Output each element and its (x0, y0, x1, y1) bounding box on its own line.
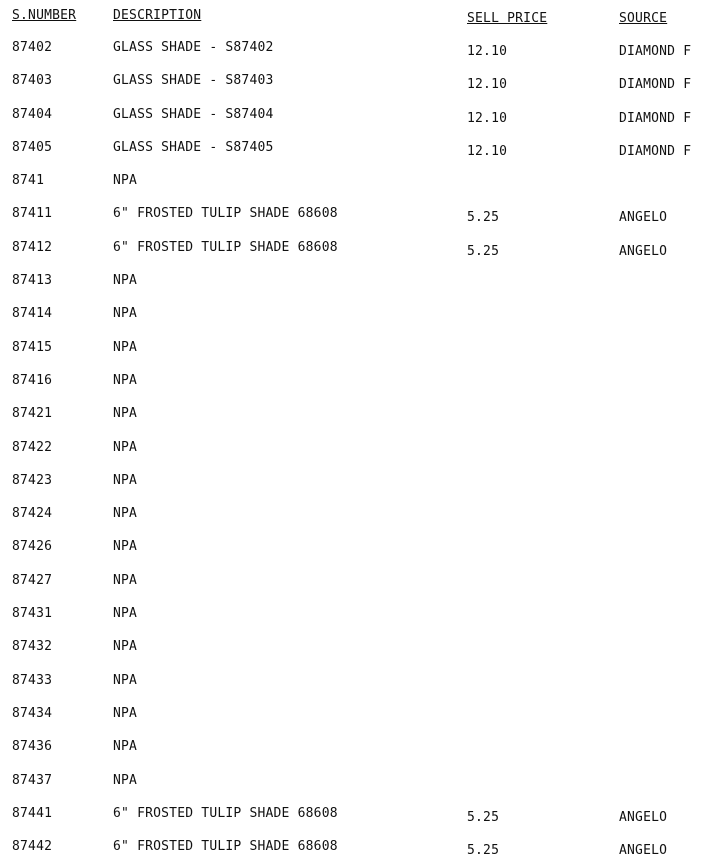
table-row (0, 240, 720, 273)
cell-s-number: 87405 (12, 139, 53, 155)
cell-description: NPA (113, 339, 138, 355)
cell-s-number: 87424 (12, 506, 53, 522)
cell-s-number: 87413 (12, 273, 53, 289)
cell-description: NPA (113, 173, 138, 189)
cell-description: NPA (113, 539, 138, 555)
table-row (0, 639, 720, 672)
cell-s-number: 87436 (12, 739, 53, 755)
cell-s-number: 87434 (12, 705, 53, 721)
cell-sell-price: 12.10 (467, 110, 508, 126)
header-sell-price: SELL PRICE (467, 11, 548, 26)
table-row (0, 73, 720, 106)
cell-description: 6" FROSTED TULIP SHADE 68608 (113, 239, 338, 255)
table-row (0, 140, 720, 173)
cell-sell-price: 12.10 (467, 77, 508, 93)
cell-sell-price: 5.25 (467, 843, 500, 859)
cell-description: NPA (113, 639, 138, 655)
header-description: DESCRIPTION (113, 8, 202, 23)
table-row (0, 40, 720, 73)
cell-description: GLASS SHADE - S87405 (113, 139, 274, 155)
cell-description: NPA (113, 306, 138, 322)
cell-s-number: 87426 (12, 539, 53, 555)
cell-source: ANGELO (619, 243, 668, 259)
cell-description: GLASS SHADE - S87402 (113, 40, 274, 55)
cell-s-number: 87437 (12, 772, 53, 788)
table-row (0, 706, 720, 739)
cell-s-number: 87415 (12, 339, 53, 355)
cell-description: NPA (113, 506, 138, 522)
cell-description: NPA (113, 406, 138, 422)
table-row (0, 306, 720, 339)
cell-s-number: 87427 (12, 572, 53, 588)
table-row (0, 107, 720, 140)
cell-s-number: 87442 (12, 839, 53, 855)
table-row (0, 773, 720, 806)
table-row (0, 173, 720, 206)
header-s-number: S.NUMBER (12, 8, 77, 23)
cell-sell-price: 5.25 (467, 809, 500, 825)
cell-s-number: 87433 (12, 672, 53, 688)
cell-s-number: 87422 (12, 439, 53, 455)
cell-sell-price: 12.10 (467, 143, 508, 159)
table-row (0, 440, 720, 473)
cell-description: 6" FROSTED TULIP SHADE 68608 (113, 805, 338, 821)
cell-s-number: 87421 (12, 406, 53, 422)
cell-s-number: 87414 (12, 306, 53, 322)
cell-description: NPA (113, 705, 138, 721)
item-list (0, 40, 720, 867)
table-row (0, 473, 720, 506)
cell-description: GLASS SHADE - S87404 (113, 106, 274, 122)
cell-description: NPA (113, 273, 138, 289)
table-row (0, 273, 720, 306)
table-row (0, 739, 720, 772)
cell-s-number: 87416 (12, 372, 53, 388)
cell-sell-price: 5.25 (467, 210, 500, 226)
table-row (0, 673, 720, 706)
table-row (0, 539, 720, 572)
table-row (0, 206, 720, 239)
cell-description: 6" FROSTED TULIP SHADE 68608 (113, 839, 338, 855)
table-row (0, 406, 720, 439)
cell-description: NPA (113, 606, 138, 622)
cell-source: DIAMOND F (619, 77, 692, 93)
cell-sell-price: 5.25 (467, 243, 500, 259)
cell-source: DIAMOND F (619, 44, 692, 59)
cell-description: NPA (113, 672, 138, 688)
table-row (0, 839, 720, 867)
cell-s-number: 87411 (12, 206, 53, 222)
header-source: SOURCE (619, 11, 668, 26)
table-row (0, 373, 720, 406)
cell-s-number: 87402 (12, 40, 53, 55)
cell-description: 6" FROSTED TULIP SHADE 68608 (113, 206, 338, 222)
table-row (0, 573, 720, 606)
cell-description: NPA (113, 739, 138, 755)
cell-source: DIAMOND F (619, 143, 692, 159)
cell-description: NPA (113, 372, 138, 388)
cell-s-number: 87412 (12, 239, 53, 255)
cell-s-number: 8741 (12, 173, 45, 189)
cell-s-number: 87403 (12, 73, 53, 89)
cell-description: NPA (113, 772, 138, 788)
cell-s-number: 87432 (12, 639, 53, 655)
cell-source: ANGELO (619, 809, 668, 825)
cell-s-number: 87431 (12, 606, 53, 622)
table-row (0, 806, 720, 839)
cell-source: ANGELO (619, 210, 668, 226)
cell-description: NPA (113, 472, 138, 488)
table-row (0, 340, 720, 373)
cell-description: NPA (113, 572, 138, 588)
table-row (0, 606, 720, 639)
cell-s-number: 87423 (12, 472, 53, 488)
cell-source: ANGELO (619, 843, 668, 859)
cell-s-number: 87404 (12, 106, 53, 122)
cell-sell-price: 12.10 (467, 44, 508, 59)
table-row (0, 506, 720, 539)
cell-description: NPA (113, 439, 138, 455)
cell-description: GLASS SHADE - S87403 (113, 73, 274, 89)
cell-s-number: 87441 (12, 805, 53, 821)
cell-source: DIAMOND F (619, 110, 692, 126)
